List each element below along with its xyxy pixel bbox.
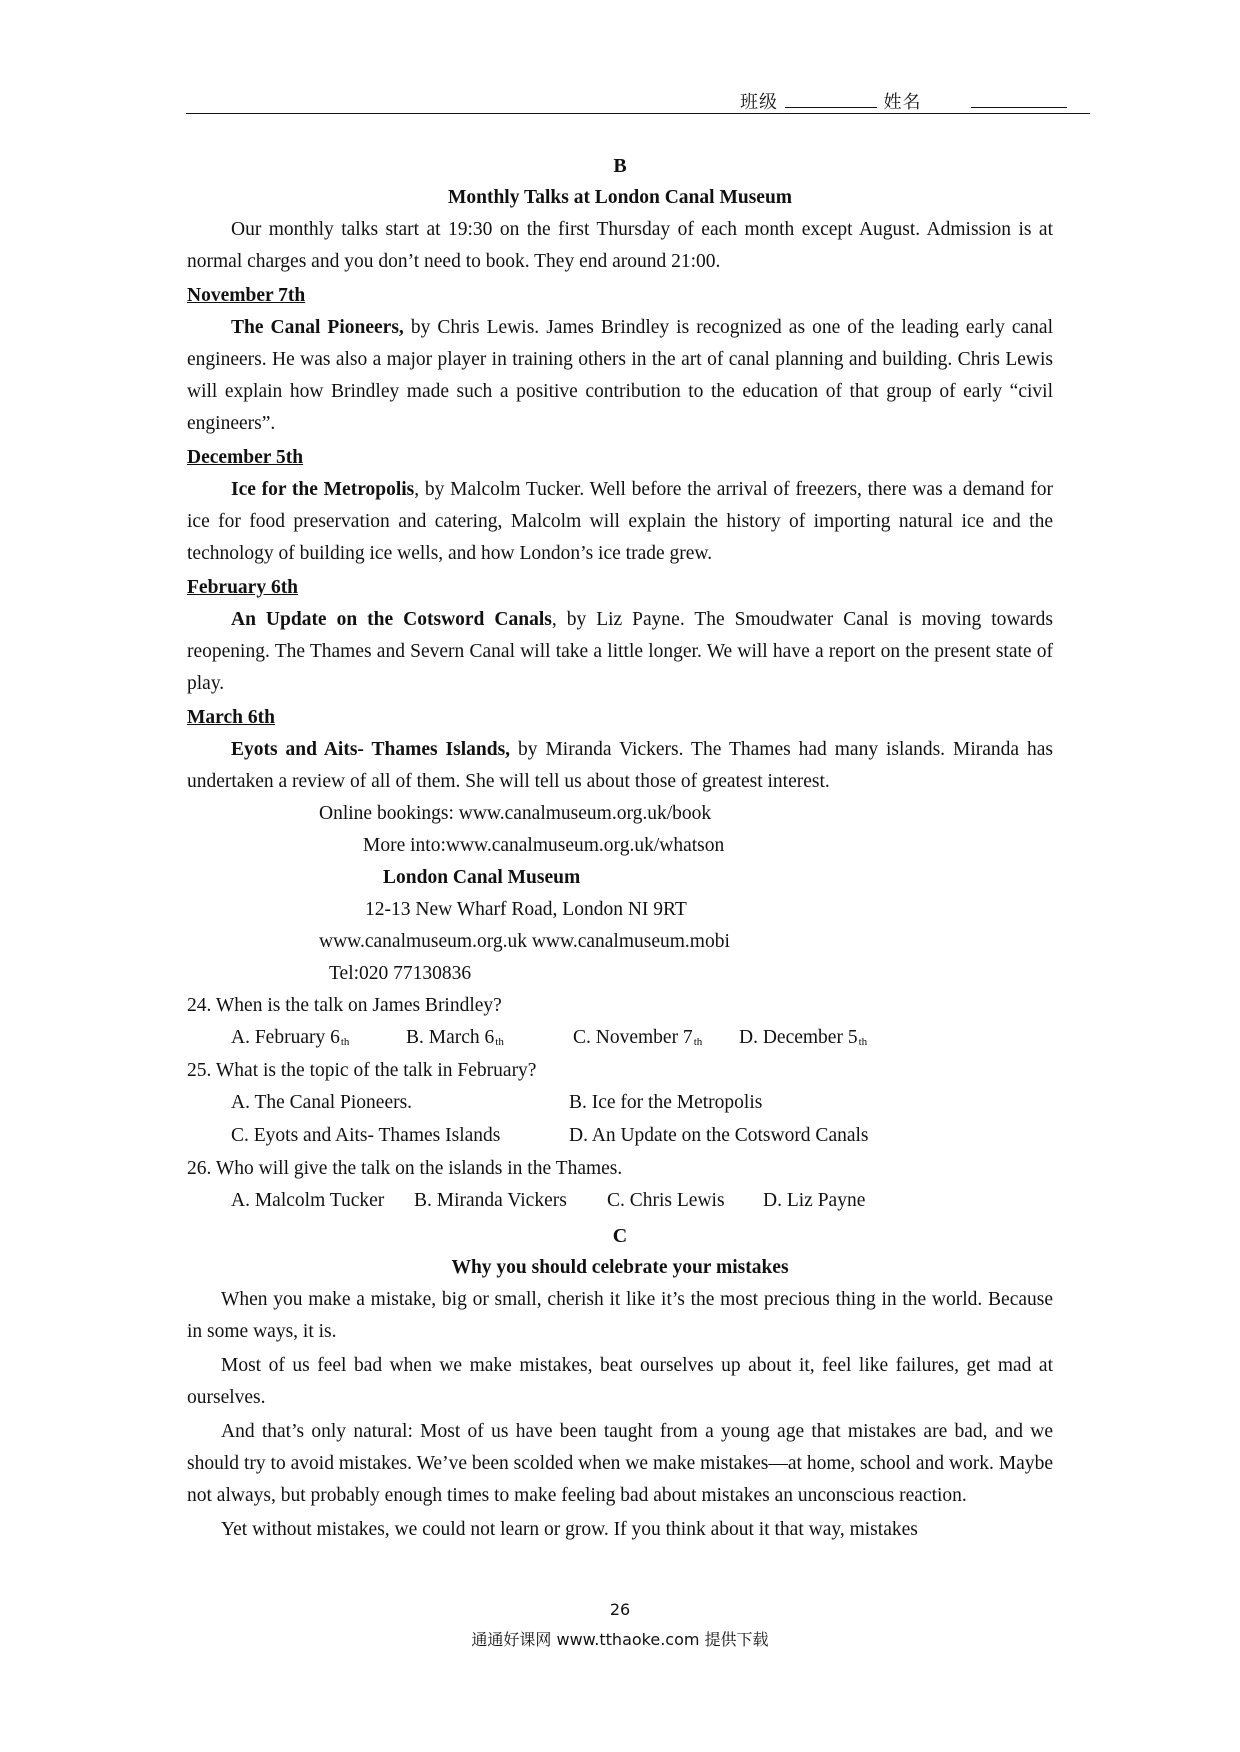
answer-option-text: B. March 6: [406, 1027, 495, 1048]
section-b-letter: B: [613, 155, 627, 177]
answer-option[interactable]: [607, 1185, 725, 1217]
answer-option[interactable]: [763, 1185, 865, 1217]
talk-title: Ice for the Metropolis: [231, 479, 415, 500]
talks-list: [187, 280, 1053, 798]
talk-title: The Canal Pioneers,: [231, 317, 404, 338]
answer-option[interactable]: [231, 1087, 412, 1119]
talk-date: February 6th: [187, 577, 299, 598]
section-c-letter: C: [612, 1225, 628, 1247]
answer-option-text: C. November 7: [573, 1027, 693, 1048]
talk-title: Eyots and Aits- Thames Islands,: [231, 739, 511, 760]
footer-source: 通通好课网 www.tthaoke.com 提供下载: [471, 1630, 769, 1649]
talk-body: by Miranda Vickers. The Thames had many islands. Miranda has undertaken a review of all of them. She will tell us about those of greatest interest.: [187, 739, 1054, 792]
talk-description: [187, 474, 1053, 570]
answer-option-text: A. The Canal Pioneers.: [231, 1092, 413, 1113]
ordinal-suffix: th: [693, 1036, 703, 1048]
talk-description: [187, 604, 1053, 700]
answer-option-text: D. An Update on the Cotsword Canals: [569, 1125, 869, 1146]
section-c-paragraph: When you make a mistake, big or small, cherish it like it’s the most precious thing in the world. Because in some ways, it is.: [187, 1289, 1053, 1342]
answer-options-row: [187, 1087, 1053, 1120]
talk-body: by Chris Lewis. James Brindley is recognized as one of the leading early canal engineers. He was also a major player in training others in the art of canal planning and building. Chris Lewis will explain how Brindley made such a positive contribution to the education of that group of early “civil engineers”.: [187, 317, 1053, 434]
answer-option-text: B. Ice for the Metropolis: [569, 1092, 763, 1113]
name-label: 姓名: [883, 92, 922, 113]
class-blank: [785, 93, 877, 108]
section-c-body: [187, 1284, 1053, 1546]
question-stem: 24. When is the talk on James Brindley?: [187, 995, 502, 1016]
talk-date: November 7th: [187, 285, 306, 306]
answer-option[interactable]: [231, 1185, 384, 1217]
page-content: [187, 150, 1053, 1548]
answer-option[interactable]: [569, 1120, 869, 1152]
answer-option-text: B. Miranda Vickers: [414, 1190, 567, 1211]
answer-option[interactable]: [573, 1022, 702, 1058]
header-rule: [186, 113, 1090, 114]
talk-date: March 6th: [187, 707, 275, 728]
name-blank: [971, 93, 1067, 108]
answer-option[interactable]: [406, 1022, 504, 1058]
talk-body: , by Liz Payne. The Smoudwater Canal is moving towards reopening. The Thames and Severn Canal will take a little longer. We will have a report on the present state of play.: [187, 609, 1053, 694]
page-number: 26: [609, 1600, 631, 1619]
question-stem: 26. Who will give the talk on the islands in the Thames.: [187, 1158, 623, 1179]
question-stem: 25. What is the topic of the talk in February?: [187, 1060, 537, 1081]
section-c-paragraph: And that’s only natural: Most of us have been taught from a young age that mistakes are bad, and we should try to avoid mistakes. We’ve been scolded when we make mistakes—at home, school and work. Maybe not always, but probably enough times to make feeling bad about mistakes an unconscious reaction.: [187, 1421, 1053, 1506]
museum-address: 12-13 New Wharf Road, London NI 9RT: [365, 899, 687, 920]
talk-date: December 5th: [187, 447, 304, 468]
section-c-paragraph: Yet without mistakes, we could not learn or grow. If you think about it that way, mistakes: [221, 1519, 918, 1540]
class-label: 班级: [740, 92, 778, 113]
museum-info: [187, 798, 1053, 990]
online-bookings: Online bookings: www.canalmuseum.org.uk/book: [319, 803, 712, 824]
answer-option-text: C. Chris Lewis: [607, 1190, 725, 1211]
talk-description: [187, 734, 1053, 798]
section-c-paragraph: Most of us feel bad when we make mistakes, beat ourselves up about it, feel like failures, get mad at ourselves.: [187, 1355, 1053, 1408]
answer-option[interactable]: [231, 1120, 500, 1152]
answer-options-row: [187, 1022, 1053, 1055]
section-b-intro: Our monthly talks start at 19:30 on the first Thursday of each month except August. Admission is at normal charges and you don’t need to book. They end around 21:00.: [187, 219, 1053, 272]
section-b-title: Monthly Talks at London Canal Museum: [447, 187, 793, 208]
answer-option[interactable]: [739, 1022, 867, 1058]
museum-tel: Tel:020 77130836: [329, 963, 472, 984]
answer-option[interactable]: [569, 1087, 762, 1119]
museum-name: London Canal Museum: [383, 867, 581, 888]
museum-websites: www.canalmuseum.org.uk www.canalmuseum.mobi: [319, 931, 730, 952]
talk-description: [187, 312, 1053, 440]
answer-option-text: D. December 5: [739, 1027, 858, 1048]
talk-title: An Update on the Cotsword Canals: [231, 609, 552, 630]
answer-option[interactable]: [414, 1185, 567, 1217]
answer-option-text: C. Eyots and Aits- Thames Islands: [231, 1125, 501, 1146]
answer-option-text: A. Malcolm Tucker: [231, 1190, 385, 1211]
answer-option-text: A. February 6: [231, 1027, 340, 1048]
answer-options-row: [187, 1120, 1053, 1153]
answer-option[interactable]: [231, 1022, 349, 1058]
more-info: More into:www.canalmuseum.org.uk/whatson: [363, 835, 725, 856]
ordinal-suffix: th: [495, 1036, 504, 1048]
ordinal-suffix: th: [858, 1036, 868, 1048]
talk-body: , by Malcolm Tucker. Well before the arrival of freezers, there was a demand for ice for food preservation and catering, Malcolm will explain the history of importing natural ice and the technology of building ice wells, and how London’s ice trade grew.: [187, 479, 1053, 564]
answer-option-text: D. Liz Payne: [763, 1190, 866, 1211]
answer-options-row: [187, 1185, 1053, 1218]
questions-list: [187, 990, 1053, 1218]
ordinal-suffix: th: [340, 1036, 350, 1048]
student-info-header: [740, 88, 1067, 114]
section-c-title: Why you should celebrate your mistakes: [451, 1257, 789, 1278]
